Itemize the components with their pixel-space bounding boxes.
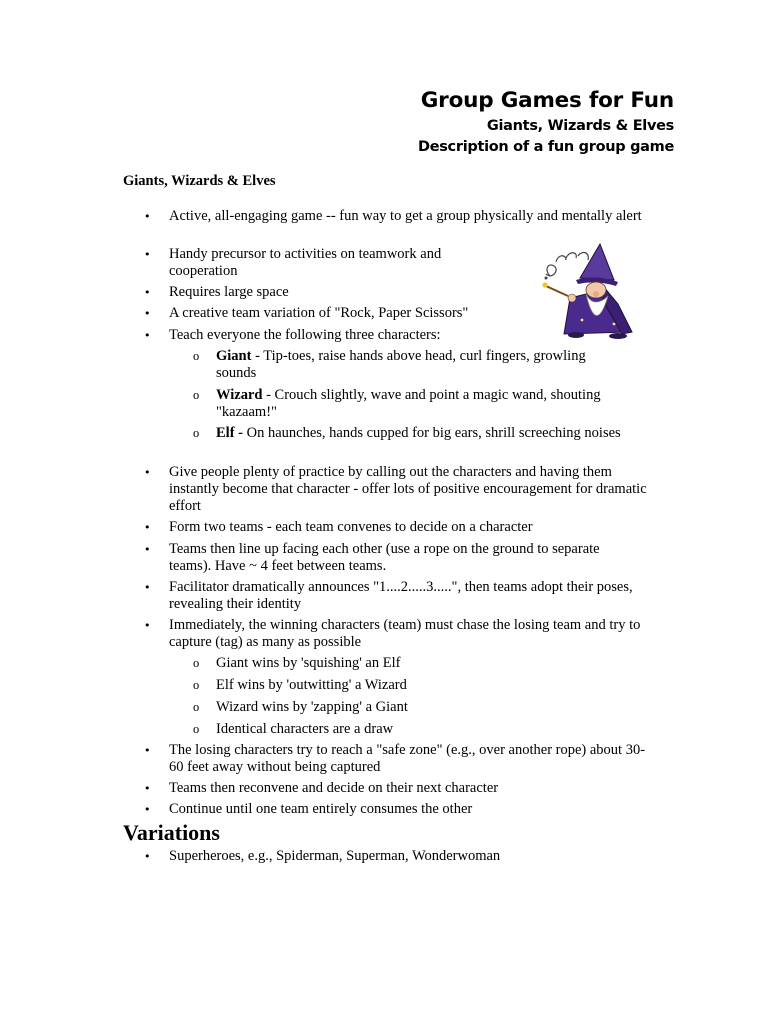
sub-bullet-marker: o: [193, 700, 200, 714]
list-item: Teams then line up facing each other (use a rope on the ground to separate teams). Have ~ 4 feet between teams.: [169, 541, 600, 574]
outcome-item: Giant wins by 'squishing' an Elf: [216, 655, 401, 671]
page-description: Description of a fun group game: [417, 139, 674, 155]
character-wizard: [216, 387, 646, 421]
list-item: Continue until one team entirely consumes the other: [169, 801, 473, 817]
bullet-marker: •: [144, 466, 151, 479]
outcome-item: Wizard wins by 'zapping' a Giant: [216, 699, 408, 715]
list-item: The losing characters try to reach a "safe zone" (e.g., over another rope) about 30-60 feet away without being captured: [169, 742, 646, 775]
bullet-marker: •: [144, 210, 151, 223]
wizard-clipart-icon: [536, 240, 644, 340]
bullet-marker: •: [144, 521, 151, 534]
character-description: - Crouch slightly, wave and point a magic wand, shouting "kazaam!": [216, 387, 601, 420]
variations-heading: Variations: [123, 820, 220, 845]
sub-bullet-marker: o: [193, 656, 200, 670]
list-item: Requires large space: [169, 284, 289, 300]
character-elf: [216, 425, 626, 442]
bullet-marker: •: [144, 543, 151, 556]
outcome-item: Elf wins by 'outwitting' a Wizard: [216, 677, 407, 693]
list-item: Teach everyone the following three characters:: [169, 327, 441, 343]
bullet-marker: •: [144, 248, 151, 261]
bullet-marker: •: [144, 782, 151, 795]
character-name: Giant: [216, 348, 252, 364]
outcome-item: Identical characters are a draw: [216, 721, 394, 737]
character-description: - Tip-toes, raise hands above head, curl fingers, growling sounds: [216, 348, 586, 381]
character-name: Elf -: [216, 425, 243, 441]
list-item: Teams then reconvene and decide on their next character: [169, 780, 499, 796]
bullet-marker: •: [144, 850, 151, 863]
section-heading: Giants, Wizards & Elves: [123, 173, 276, 189]
page-title: Group Games for Fun: [420, 88, 674, 113]
character-description: On haunches, hands cupped for big ears, shrill screeching noises: [242, 425, 621, 441]
character-giant: [216, 348, 626, 382]
list-item: Immediately, the winning characters (team) must chase the losing team and try to capture (tag) as many as possible: [169, 617, 641, 650]
list-item: Give people plenty of practice by calling out the characters and having them instantly become that character - offer lots of positive encouragement for dramatic effort: [169, 464, 647, 514]
list-item: Active, all-engaging game -- fun way to get a group physically and mentally alert: [169, 208, 642, 224]
variation-item: Superheroes, e.g., Spiderman, Superman, Wonderwoman: [169, 848, 501, 864]
bullet-marker: •: [144, 581, 151, 594]
sub-bullet-marker: o: [193, 722, 200, 736]
sub-bullet-marker: o: [193, 388, 200, 402]
list-item: Handy precursor to activities on teamwork and cooperation: [169, 246, 442, 279]
sub-bullet-marker: o: [193, 349, 200, 363]
list-item: Form two teams - each team convenes to decide on a character: [169, 519, 533, 535]
list-item: Facilitator dramatically announces "1....2.....3.....", then teams adopt their poses, revealing their identity: [169, 579, 633, 612]
sub-bullet-marker: o: [193, 426, 200, 440]
character-name: Wizard: [216, 387, 263, 403]
bullet-marker: •: [144, 803, 151, 816]
sub-bullet-marker: o: [193, 678, 200, 692]
list-item: A creative team variation of "Rock, Paper Scissors": [169, 305, 469, 321]
page-subtitle: Giants, Wizards & Elves: [486, 118, 674, 134]
bullet-marker: •: [144, 307, 151, 320]
bullet-marker: •: [144, 619, 151, 632]
bullet-marker: •: [144, 286, 151, 299]
bullet-marker: •: [144, 744, 151, 757]
bullet-marker: •: [144, 329, 151, 342]
